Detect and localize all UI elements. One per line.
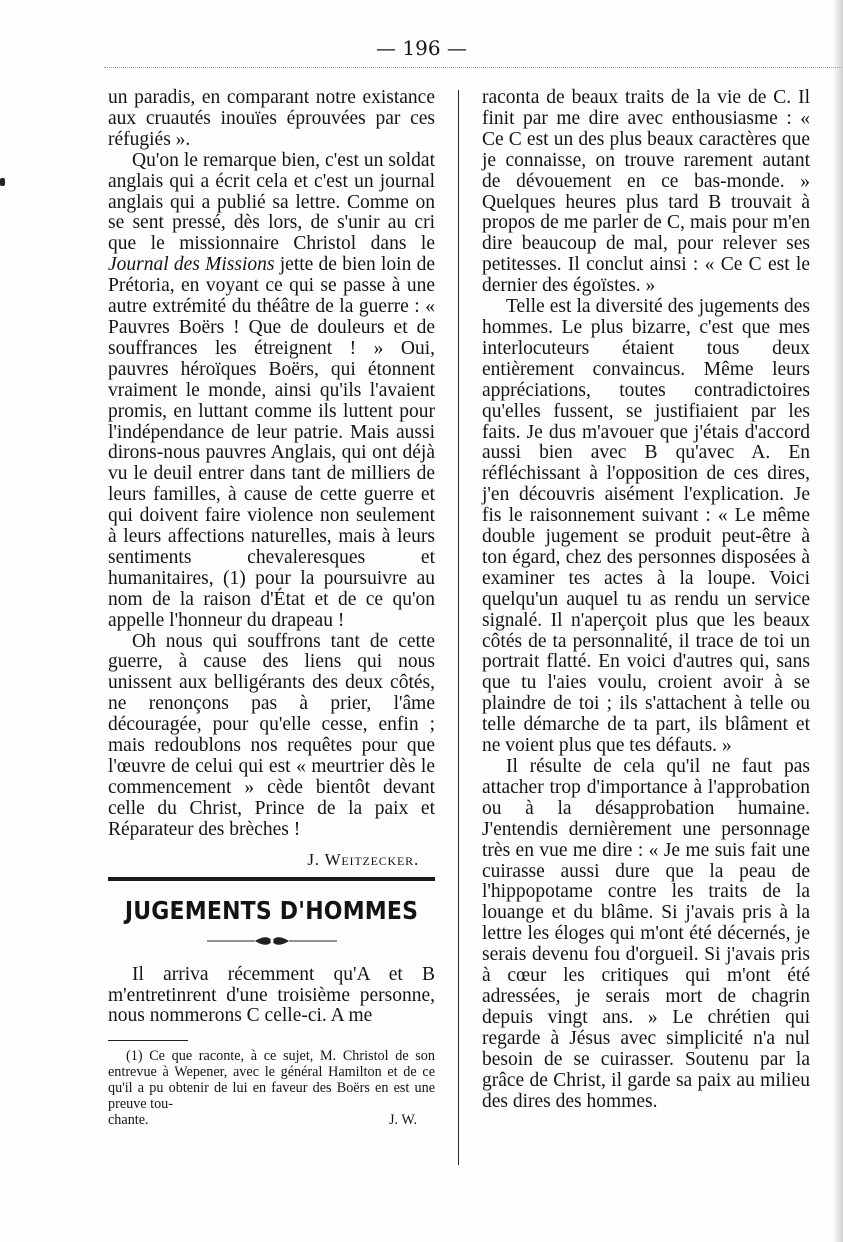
page-number: — 196 — [376,36,467,60]
footnote-rule [108,1040,188,1041]
footnote-last-word: chante. [108,1112,149,1129]
column-divider [458,90,459,1165]
paragraph-text: jette de bien loin de Prétoria, en voyant ce qui se passe à une autre extrémité du théâtre de la guerre : « Pauvres Boërs ! Que de douleurs et de souffrances les étreignent ! » Oui, pauvres héroïques Boërs, qui étonnent vraiment le monde, ainsi qu'ils l'avaient promis, en luttant comme ils luttent pour l'indépendance de leur patrie. Mais aussi dirons-nous pauvres Anglais, qui ont déjà vu le deuil entrer dans tant de milliers de leurs familles, à cause de cette guerre et qui doivent faire violence non seulement à leurs affections naturelles, mais à leurs sentiments chevaleresques et humanitaires, (1) pour la poursuivre au nom de la raison d'État et de ce qu'on appelle l'honneur du drapeau ! [108,254,435,631]
paragraph-diversite: Telle est la diversité des jugements des hommes. Le plus bizarre, c'est que mes interlocuteurs étaient tous deux entièrement convaincus. Même leurs appréciations, toutes contradictoires qu'elles fussent, se justifiaient par les faits. Je dus m'avouer que j'étais d'accord aussi bien avec B qu'avec A. En réfléchissant à l'opposition de ces dires, j'en découvris aisément l'explication. Je fis le raisonnement suivant : « Le même double jugement se produit peut-être à ton égard, chez des personnes disposées à examiner tes actes à la loupe. Voici quelqu'un auquel tu as rendu un service signalé. Il n'aperçoit plus que les beaux côtés de ta personnalité, il trace de toi un portrait flatté. En voici d'autres qui, sans que tu l'aies voulu, croient avoir à se plaindre de toi ; ils s'attachent à telle ou telle démarche de ta part, ils blâment et ne voient plus que tes défauts. » [482,296,810,757]
journal-title-italic: Journal des Missions [108,254,275,276]
signature-text: J. Weitzecker. [307,849,419,869]
footnote-text: (1) Ce que raconte, à ce sujet, M. Christol de son entrevue à Wepener, avec le général Hamilton et de ce qu'il a pu obtenir de lui en faveur des Boërs en est une preuve tou- [108,1048,435,1113]
section-title: JUGEMENTS D'HOMMES [124,897,419,926]
paragraph-text: Qu'on le remarque bien, c'est un soldat anglais qui a écrit cela et c'est un journal anglais qui a publié sa lettre. Comme on se sent pressé, dès lors, de s'unir au cri que le missionnaire Christol dans le [108,149,435,255]
paragraph-continued: raconta de beaux traits de la vie de C. Il finit par me dire avec enthousiasme : « Ce C est un des plus beaux caractères que je connaisse, on trouve rarement autant de dévouement en ce bas-monde. » Quelques heures plus tard B trouvait à propos de me parler de C, mais pour m'en dire beaucoup de mal, pour relever ses petitesses. Il conclut ainsi : « Ce C est le dernier des égoïstes. » [482,87,810,297]
paragraph-continued: un paradis, en comparant notre existance aux cruautés inouïes éprouvées par ces réfugiés ». [108,87,435,150]
section-divider-rule [108,877,435,881]
right-column [482,88,810,1112]
paragraph-prayer: Oh nous qui souffrons tant de cette guerre, à cause des liens qui nous unissent aux belligérants des deux côtés, ne renonçons pas à prier, l'âme découragée, pour qu'elle cesse, enfin ; mais redoublons nos requêtes pour que l'œuvre de celui qui est « meurtrier dès le commencement » cède bientôt devant celle du Christ, Prince de la paix et Réparateur des brèches ! [108,630,435,840]
footnote [108,1048,435,1128]
footnote-end-line [108,1112,435,1128]
scan-shadow-edge [833,0,843,1242]
header-rule [104,67,843,68]
section-intro-paragraph: Il arriva récemment qu'A et B m'entretinrent d'une troisième personne, nous nommerons C celle-ci. A me [108,963,435,1027]
ornament-divider-icon [207,936,337,946]
author-signature [108,850,435,870]
paragraph-soldat-anglais [108,151,435,632]
left-column [108,88,435,1128]
scan-speck [0,178,5,186]
paragraph-conclusion: Il résulte de cela qu'il ne faut pas attacher trop d'importance à l'approbation ou à la désapprobation humaine. J'entendis dernièrement une personnage très en vue me dire : « Je me suis fait une cuirasse aussi dure que la peau de l'hippopotame contre les traits de la louange et du blâme. Si j'avais pris à la lettre les éloges qui m'ont été décernés, je serais devenu fou d'orgueil. Si j'avais pris à cœur les critiques qui m'ont été adressées, je serais mort de chagrin depuis vingt ans. » Le chrétien qui regarde à Jésus avec simplicité n'a nul besoin de se cuirasser. Soutenu par la grâce de Christ, il garde sa paix au milieu des dires des hommes. [482,756,810,1112]
footnote-initials: J. W. [389,1112,417,1129]
